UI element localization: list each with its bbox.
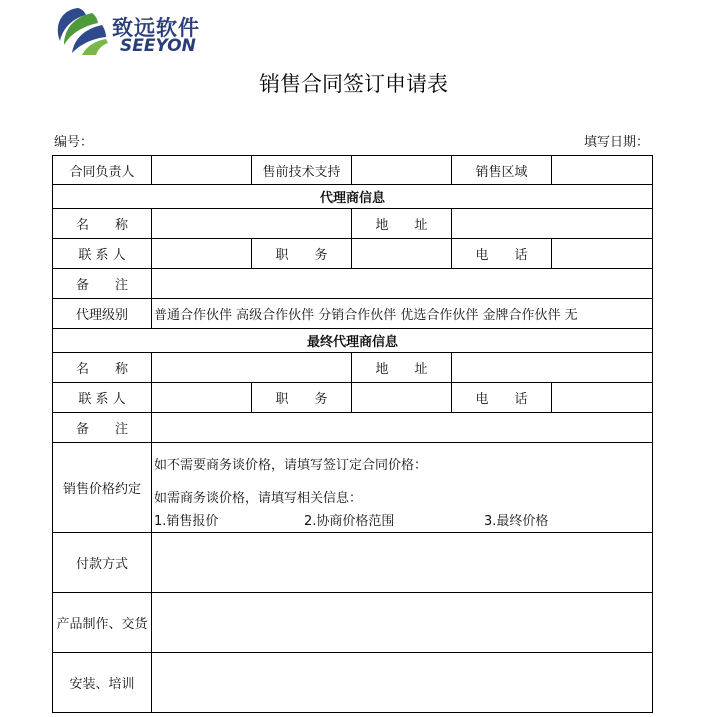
production-delivery-label: 产品制作、交货 bbox=[53, 593, 152, 653]
final-agent-address-label: 地 址 bbox=[352, 353, 452, 383]
logo-english-text: SEEYON bbox=[120, 36, 196, 56]
price-negotiate-instruction: 如需商务谈价格，请填写相关信息： bbox=[154, 491, 363, 506]
table-row bbox=[53, 209, 653, 239]
agent-contact-field[interactable] bbox=[152, 239, 252, 269]
agent-remark-field[interactable] bbox=[152, 269, 653, 299]
agent-name-label: 名 称 bbox=[53, 209, 152, 239]
installation-training-label: 安装、培训 bbox=[53, 653, 152, 713]
logo-chinese-text: 致远软件 bbox=[112, 16, 200, 40]
table-row bbox=[53, 185, 653, 209]
final-agent-remark-label: 备 注 bbox=[53, 413, 152, 443]
company-logo bbox=[52, 5, 222, 57]
price-option-final: 3.最终价格 bbox=[484, 514, 549, 529]
agent-address-label: 地 址 bbox=[352, 209, 452, 239]
final-agent-phone-label: 电 话 bbox=[452, 383, 552, 413]
installation-training-field[interactable] bbox=[152, 653, 653, 713]
presales-support-field[interactable] bbox=[352, 156, 452, 185]
sales-region-label: 销售区域 bbox=[452, 156, 552, 185]
table-row bbox=[53, 383, 653, 413]
payment-method-label: 付款方式 bbox=[53, 533, 152, 593]
table-row bbox=[53, 239, 653, 269]
final-agent-name-field[interactable] bbox=[152, 353, 352, 383]
table-row bbox=[53, 533, 653, 593]
table-row bbox=[53, 329, 653, 353]
final-agent-name-label: 名 称 bbox=[53, 353, 152, 383]
price-fixed-instruction: 如不需要商务谈价格，请填写签订定合同价格： bbox=[154, 458, 428, 473]
agent-position-label: 职 务 bbox=[252, 239, 352, 269]
final-agent-address-field[interactable] bbox=[452, 353, 653, 383]
contract-owner-label: 合同负责人 bbox=[53, 156, 152, 185]
agent-info-header: 代理商信息 bbox=[53, 185, 653, 209]
agent-phone-field[interactable] bbox=[552, 239, 653, 269]
page-title: 销售合同签订申请表 bbox=[259, 72, 448, 96]
price-option-quote: 1.销售报价 bbox=[154, 514, 219, 529]
agent-level-options[interactable]: 普通合作伙伴 高级合作伙伴 分销合作伙伴 优选合作伙伴 金牌合作伙伴 无 bbox=[152, 299, 653, 329]
seeyon-swirl-logo-icon bbox=[52, 5, 110, 55]
fill-date-label: 填写日期： bbox=[584, 135, 650, 150]
sales-price-field[interactable] bbox=[152, 443, 653, 533]
price-options bbox=[154, 510, 650, 529]
final-agent-contact-label: 联 系 人 bbox=[53, 383, 152, 413]
table-row bbox=[53, 413, 653, 443]
table-row bbox=[53, 299, 653, 329]
table-row bbox=[53, 353, 653, 383]
final-agent-position-field[interactable] bbox=[352, 383, 452, 413]
price-option-range: 2.协商价格范围 bbox=[304, 514, 395, 529]
agent-position-field[interactable] bbox=[352, 239, 452, 269]
final-agent-contact-field[interactable] bbox=[152, 383, 252, 413]
agent-remark-label: 备 注 bbox=[53, 269, 152, 299]
final-agent-remark-field[interactable] bbox=[152, 413, 653, 443]
agent-level-label: 代理级别 bbox=[53, 299, 152, 329]
final-agent-phone-field[interactable] bbox=[552, 383, 653, 413]
agent-address-field[interactable] bbox=[452, 209, 653, 239]
production-delivery-field[interactable] bbox=[152, 593, 653, 653]
presales-support-label: 售前技术支持 bbox=[252, 156, 352, 185]
agent-name-field[interactable] bbox=[152, 209, 352, 239]
table-row bbox=[53, 156, 653, 185]
payment-method-field[interactable] bbox=[152, 533, 653, 593]
contract-application-form bbox=[52, 155, 653, 713]
sales-region-field[interactable] bbox=[552, 156, 653, 185]
agent-phone-label: 电 话 bbox=[452, 239, 552, 269]
final-agent-position-label: 职 务 bbox=[252, 383, 352, 413]
sales-price-label: 销售价格约定 bbox=[53, 443, 152, 533]
number-label: 编号： bbox=[54, 135, 94, 150]
table-row bbox=[53, 593, 653, 653]
table-row bbox=[53, 443, 653, 533]
table-row bbox=[53, 653, 653, 713]
table-row bbox=[53, 269, 653, 299]
agent-contact-label: 联 系 人 bbox=[53, 239, 152, 269]
final-agent-info-header: 最终代理商信息 bbox=[53, 329, 653, 353]
contract-owner-field[interactable] bbox=[152, 156, 252, 185]
